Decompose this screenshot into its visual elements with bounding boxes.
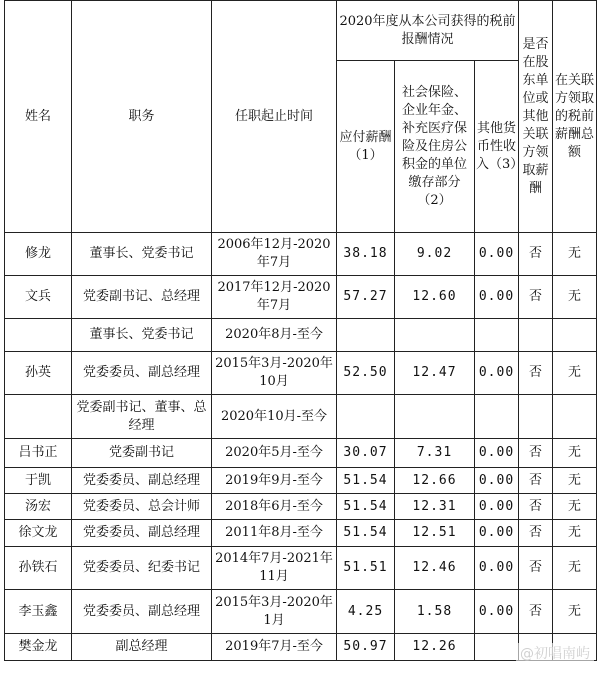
table-row bbox=[5, 634, 597, 661]
cell-position: 党委委员、纪委书记 bbox=[72, 547, 212, 590]
cell-tenure: 2015年3月-2020年1月 bbox=[212, 590, 337, 634]
table-row bbox=[5, 439, 597, 468]
cell-other bbox=[475, 634, 519, 661]
cell-salary: 30.07 bbox=[337, 439, 395, 468]
cell-position: 党委副书记、总经理 bbox=[72, 276, 212, 319]
cell-related: 否 bbox=[519, 439, 553, 468]
cell-salary: 51.54 bbox=[337, 494, 395, 520]
cell-tenure: 2011年8月-至今 bbox=[212, 520, 337, 547]
table-row bbox=[5, 395, 597, 439]
cell-related: 否 bbox=[519, 547, 553, 590]
cell-salary bbox=[337, 319, 395, 352]
table-row bbox=[5, 547, 597, 590]
cell-tenure: 2006年12月-2020年7月 bbox=[212, 233, 337, 276]
header-name: 姓名 bbox=[5, 1, 72, 233]
cell-related-total: 无 bbox=[553, 520, 597, 547]
table-row bbox=[5, 468, 597, 494]
cell-insurance: 12.26 bbox=[395, 634, 475, 661]
cell-position: 党委副书记、董事、总经理 bbox=[72, 395, 212, 439]
cell-related-total bbox=[553, 319, 597, 352]
header-salary: 应付薪酬（1） bbox=[337, 61, 395, 233]
cell-name: 文兵 bbox=[5, 276, 72, 319]
cell-tenure: 2019年7月-至今 bbox=[212, 634, 337, 661]
cell-name: 孙铁石 bbox=[5, 547, 72, 590]
header-tenure: 任职起止时间 bbox=[212, 1, 337, 233]
cell-related: 否 bbox=[519, 233, 553, 276]
cell-name: 孙英 bbox=[5, 352, 72, 395]
header-position: 职务 bbox=[72, 1, 212, 233]
cell-related-total: 无 bbox=[553, 547, 597, 590]
cell-related-total: 无 bbox=[553, 439, 597, 468]
cell-other: 0.00 bbox=[475, 352, 519, 395]
cell-related bbox=[519, 395, 553, 439]
cell-position: 董事长、党委书记 bbox=[72, 233, 212, 276]
cell-tenure: 2020年10月-至今 bbox=[212, 395, 337, 439]
cell-related-total: 无 bbox=[553, 468, 597, 494]
cell-name bbox=[5, 319, 72, 352]
table-row bbox=[5, 494, 597, 520]
cell-name: 汤宏 bbox=[5, 494, 72, 520]
cell-other bbox=[475, 395, 519, 439]
cell-name bbox=[5, 395, 72, 439]
header-compensation-group: 2020年度从本公司获得的税前报酬情况 bbox=[337, 1, 519, 61]
cell-other: 0.00 bbox=[475, 590, 519, 634]
cell-other: 0.00 bbox=[475, 233, 519, 276]
cell-salary: 57.27 bbox=[337, 276, 395, 319]
cell-name: 徐文龙 bbox=[5, 520, 72, 547]
table-row bbox=[5, 590, 597, 634]
cell-salary: 51.54 bbox=[337, 520, 395, 547]
cell-related-total: 无 bbox=[553, 590, 597, 634]
cell-salary: 50.97 bbox=[337, 634, 395, 661]
cell-position: 副总经理 bbox=[72, 634, 212, 661]
cell-related-total: 无 bbox=[553, 494, 597, 520]
cell-other: 0.00 bbox=[475, 468, 519, 494]
cell-position: 党委委员、副总经理 bbox=[72, 468, 212, 494]
cell-insurance: 1.58 bbox=[395, 590, 475, 634]
cell-insurance: 12.31 bbox=[395, 494, 475, 520]
table-row bbox=[5, 352, 597, 395]
cell-salary: 51.51 bbox=[337, 547, 395, 590]
cell-related: 否 bbox=[519, 590, 553, 634]
cell-other: 0.00 bbox=[475, 439, 519, 468]
cell-related bbox=[519, 319, 553, 352]
cell-insurance: 12.51 bbox=[395, 520, 475, 547]
cell-salary: 38.18 bbox=[337, 233, 395, 276]
cell-position: 党委委员、总会计师 bbox=[72, 494, 212, 520]
cell-salary bbox=[337, 395, 395, 439]
cell-position: 党委委员、副总经理 bbox=[72, 590, 212, 634]
table-row bbox=[5, 520, 597, 547]
header-other-income: 其他货币性收入（3） bbox=[475, 61, 519, 233]
compensation-table bbox=[4, 0, 597, 661]
cell-position: 党委委员、副总经理 bbox=[72, 520, 212, 547]
cell-related: 否 bbox=[519, 468, 553, 494]
cell-other: 0.00 bbox=[475, 494, 519, 520]
cell-name: 李玉鑫 bbox=[5, 590, 72, 634]
cell-name: 于凯 bbox=[5, 468, 72, 494]
cell-tenure: 2015年3月-2020年10月 bbox=[212, 352, 337, 395]
table-row bbox=[5, 233, 597, 276]
cell-insurance: 12.47 bbox=[395, 352, 475, 395]
cell-name: 樊金龙 bbox=[5, 634, 72, 661]
header-insurance: 社会保险、企业年金、补充医疗保险及住房公积金的单位缴存部分（2） bbox=[395, 61, 475, 233]
cell-related: 否 bbox=[519, 352, 553, 395]
header-related-party: 是否在股东单位或其他关联方领取薪酬 bbox=[519, 1, 553, 233]
table-row bbox=[5, 276, 597, 319]
header-related-total: 在关联方领取的税前薪酬总额 bbox=[553, 1, 597, 233]
cell-tenure: 2020年5月-至今 bbox=[212, 439, 337, 468]
cell-insurance: 12.60 bbox=[395, 276, 475, 319]
cell-insurance bbox=[395, 395, 475, 439]
cell-related-total bbox=[553, 395, 597, 439]
cell-position: 党委副书记 bbox=[72, 439, 212, 468]
cell-related: 否 bbox=[519, 520, 553, 547]
cell-related: 否 bbox=[519, 276, 553, 319]
cell-related-total: 无 bbox=[553, 276, 597, 319]
cell-related: 否 bbox=[519, 494, 553, 520]
cell-salary: 4.25 bbox=[337, 590, 395, 634]
cell-position: 党委委员、副总经理 bbox=[72, 352, 212, 395]
cell-other: 0.00 bbox=[475, 520, 519, 547]
cell-tenure: 2017年12月-2020年7月 bbox=[212, 276, 337, 319]
cell-tenure: 2018年6月-至今 bbox=[212, 494, 337, 520]
cell-other bbox=[475, 319, 519, 352]
cell-salary: 51.54 bbox=[337, 468, 395, 494]
cell-insurance bbox=[395, 319, 475, 352]
cell-related-total: 无 bbox=[553, 233, 597, 276]
cell-position: 董事长、党委书记 bbox=[72, 319, 212, 352]
cell-tenure: 2014年7月-2021年11月 bbox=[212, 547, 337, 590]
cell-insurance: 12.46 bbox=[395, 547, 475, 590]
cell-name: 吕书正 bbox=[5, 439, 72, 468]
cell-insurance: 9.02 bbox=[395, 233, 475, 276]
cell-related-total: 无 bbox=[553, 352, 597, 395]
cell-other: 0.00 bbox=[475, 547, 519, 590]
cell-other: 0.00 bbox=[475, 276, 519, 319]
cell-tenure: 2020年8月-至今 bbox=[212, 319, 337, 352]
cell-insurance: 12.66 bbox=[395, 468, 475, 494]
cell-insurance: 7.31 bbox=[395, 439, 475, 468]
cell-salary: 52.50 bbox=[337, 352, 395, 395]
table-row bbox=[5, 319, 597, 352]
cell-tenure: 2019年9月-至今 bbox=[212, 468, 337, 494]
watermark: @初唱南屿 bbox=[516, 643, 594, 663]
cell-name: 修龙 bbox=[5, 233, 72, 276]
